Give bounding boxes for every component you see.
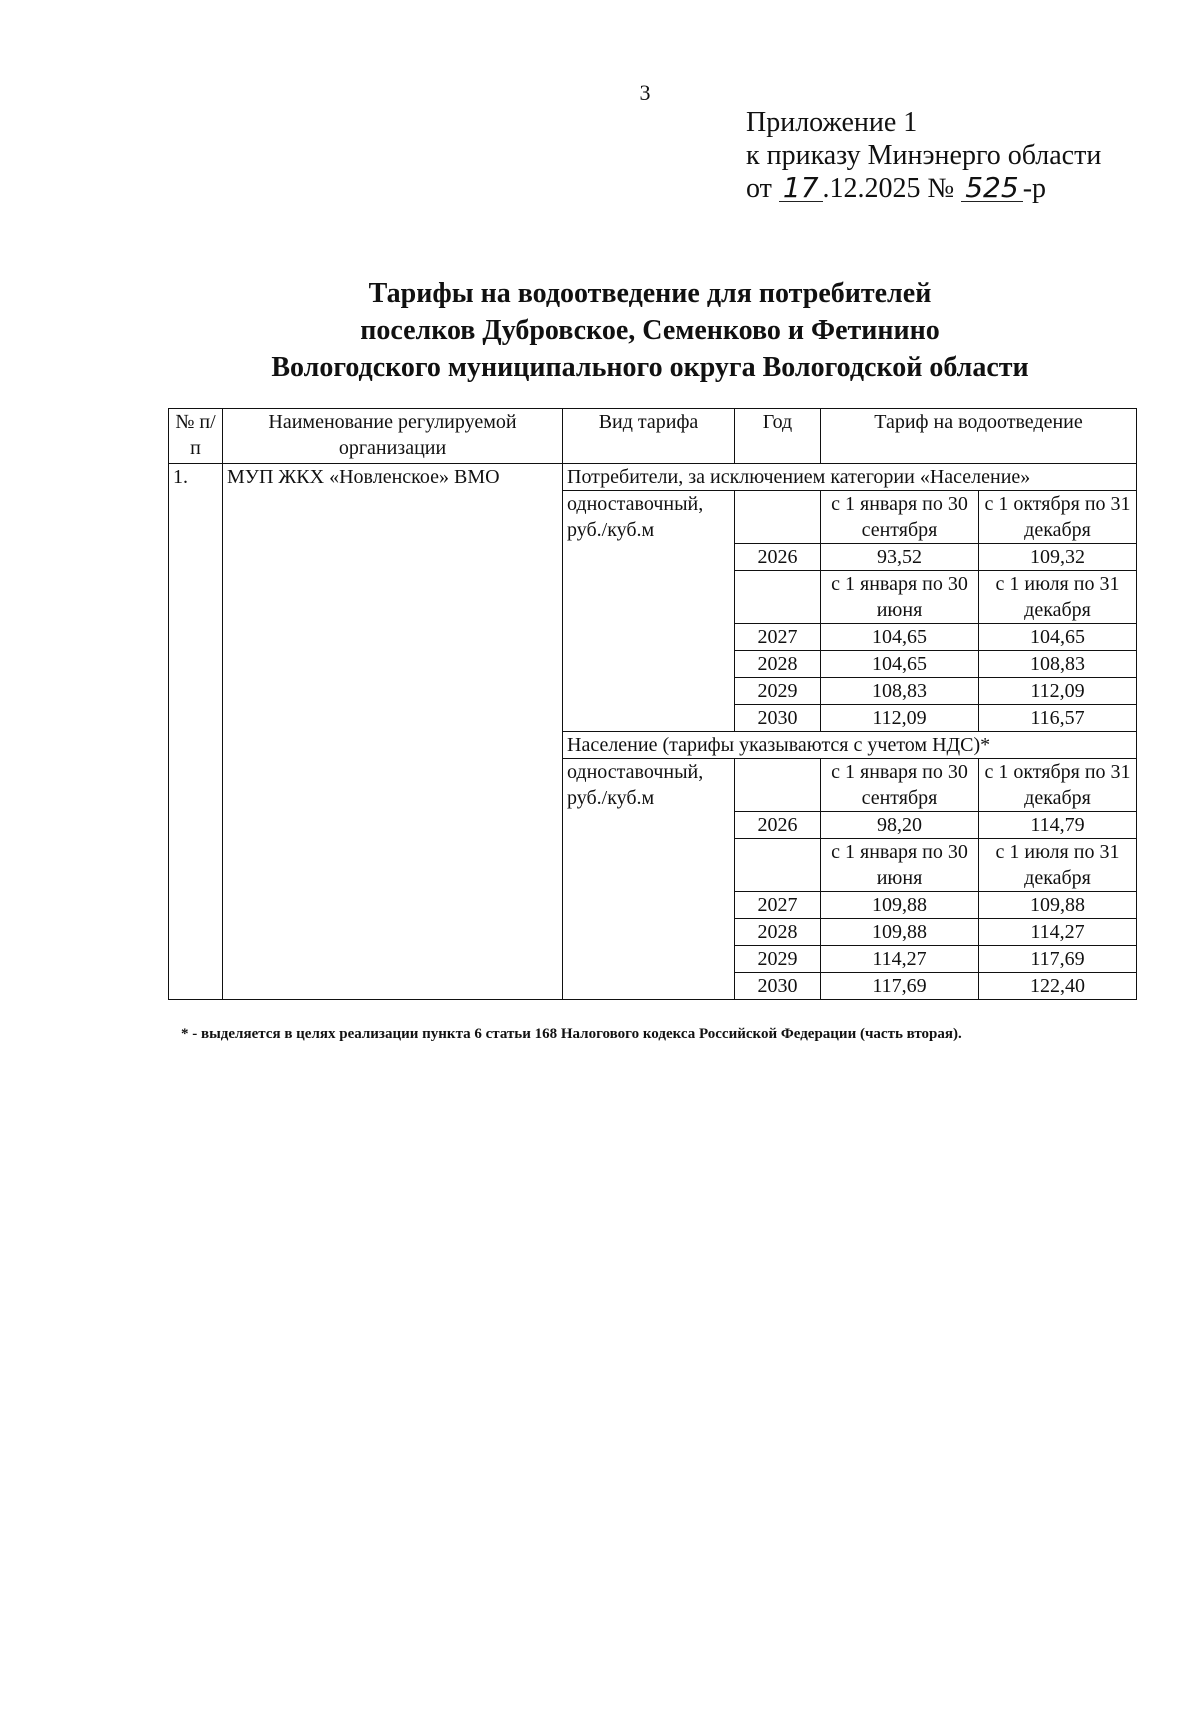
period-header: с 1 января по 30 сентября	[821, 491, 979, 544]
year-cell-empty	[735, 571, 821, 624]
header-number: № п/п	[169, 409, 223, 464]
tariff-value: 114,27	[979, 919, 1137, 946]
year-cell: 2029	[735, 946, 821, 973]
header-organization: Наименование регулируемой организации	[223, 409, 563, 464]
tariff-value: 112,09	[979, 678, 1137, 705]
tariff-value: 117,69	[821, 973, 979, 1000]
year-cell: 2030	[735, 705, 821, 732]
tariff-type: одноставочный, руб./куб.м	[563, 491, 735, 732]
year-cell: 2028	[735, 651, 821, 678]
handwritten-order-number: 525	[961, 175, 1022, 202]
year-cell: 2029	[735, 678, 821, 705]
title-line-2: поселков Дубровское, Семенково и Фетинино	[360, 315, 940, 346]
period-header: с 1 января по 30 июня	[821, 571, 979, 624]
header-tariff: Тариф на водоотведение	[821, 409, 1137, 464]
tariff-value: 109,88	[979, 892, 1137, 919]
document-title	[0, 275, 1200, 386]
year-cell-empty	[735, 491, 821, 544]
appendix-order-ref: к приказу Минэнерго области	[746, 140, 1102, 171]
title-line-3: Вологодского муниципального округа Вологодской области	[271, 352, 1029, 383]
tariff-value: 109,32	[979, 544, 1137, 571]
tariff-value: 122,40	[979, 973, 1137, 1000]
tariff-value: 98,20	[821, 812, 979, 839]
year-cell-empty	[735, 839, 821, 892]
row-number: 1.	[169, 464, 223, 1000]
organization-name: МУП ЖКХ «Новленское» ВМО	[223, 464, 563, 1000]
tariff-value: 104,65	[821, 624, 979, 651]
title-line-1: Тарифы на водоотведение для потребителей	[368, 278, 932, 309]
tariff-type: одноставочный, руб./куб.м	[563, 759, 735, 1000]
year-cell: 2030	[735, 973, 821, 1000]
tariff-value: 117,69	[979, 946, 1137, 973]
order-suffix: -р	[1022, 173, 1047, 204]
section-title: Население (тарифы указываются с учетом НДС)*	[563, 732, 1137, 759]
tariff-table	[168, 408, 1137, 1000]
date-rest: .12.2025 №	[822, 173, 955, 204]
period-header: с 1 июля по 31 декабря	[979, 571, 1137, 624]
tariff-value: 112,09	[821, 705, 979, 732]
appendix-header	[746, 106, 1101, 205]
year-cell: 2027	[735, 892, 821, 919]
year-cell: 2027	[735, 624, 821, 651]
year-cell: 2026	[735, 812, 821, 839]
tariff-value: 116,57	[979, 705, 1137, 732]
footnote: * - выделяется в целях реализации пункта 6 статьи 168 Налогового кодекса Российской Федерации (часть вторая).	[181, 1026, 962, 1042]
tariff-value: 114,79	[979, 812, 1137, 839]
header-tariff-type: Вид тарифа	[563, 409, 735, 464]
table-header-row	[169, 409, 1137, 464]
period-header: с 1 января по 30 сентября	[821, 759, 979, 812]
date-prefix: от	[746, 173, 772, 204]
handwritten-day: 17	[779, 175, 823, 202]
year-cell-empty	[735, 759, 821, 812]
tariff-value: 108,83	[979, 651, 1137, 678]
header-year: Год	[735, 409, 821, 464]
tariff-value: 109,88	[821, 919, 979, 946]
tariff-value: 114,27	[821, 946, 979, 973]
table-row	[169, 464, 1137, 491]
period-header: с 1 января по 30 июня	[821, 839, 979, 892]
appendix-date-line	[746, 172, 1101, 205]
year-cell: 2028	[735, 919, 821, 946]
period-header: с 1 июля по 31 декабря	[979, 839, 1137, 892]
page-number: 3	[639, 80, 651, 105]
tariff-value: 93,52	[821, 544, 979, 571]
period-header: с 1 октября по 31 декабря	[979, 491, 1137, 544]
tariff-value: 109,88	[821, 892, 979, 919]
tariff-value: 108,83	[821, 678, 979, 705]
tariff-value: 104,65	[979, 624, 1137, 651]
section-title: Потребители, за исключением категории «Население»	[563, 464, 1137, 491]
appendix-label: Приложение 1	[746, 107, 918, 138]
period-header: с 1 октября по 31 декабря	[979, 759, 1137, 812]
tariff-value: 104,65	[821, 651, 979, 678]
year-cell: 2026	[735, 544, 821, 571]
